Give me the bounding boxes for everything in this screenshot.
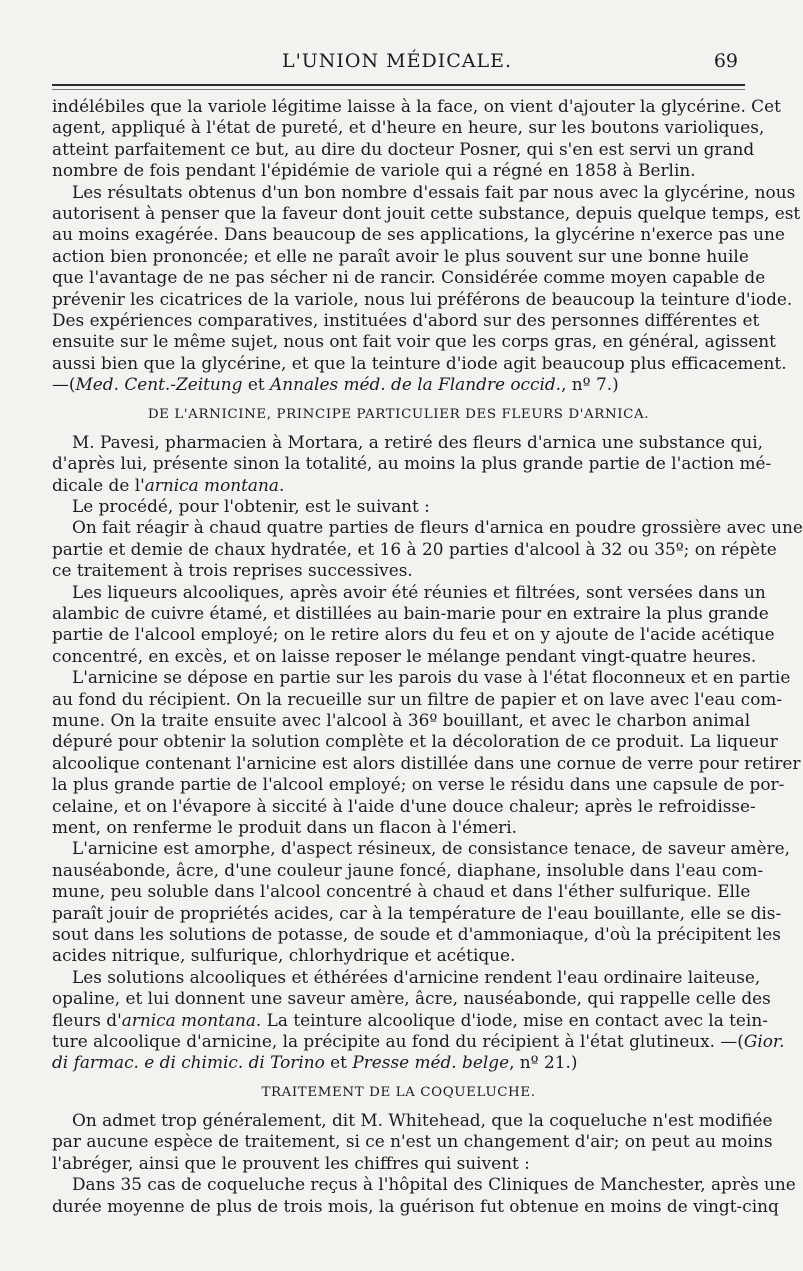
- text-line: acides nitrique, sulfurique, chlorhydrique et acétique.: [52, 945, 516, 966]
- cite-source: Presse méd. belge: [352, 1052, 510, 1073]
- text-line: Le procédé, pour l'obtenir, est le suivant :: [72, 495, 430, 516]
- text-line: On admet trop généralement, dit M. Whitehead, que la coqueluche n'est modifiée: [72, 1109, 773, 1130]
- text-line: ce traitement à trois reprises successives.: [52, 560, 413, 581]
- text-run: dicale de l': [52, 474, 145, 495]
- text-run: ture alcoolique d'arnicine, la précipite au fond du récipient à l'état glutineux. —(: [52, 1031, 744, 1052]
- header-rule-thin: [52, 89, 745, 90]
- text-line: paraît jouir de propriétés acides, car à la température de l'eau bouillante, elle se dis-: [52, 902, 782, 923]
- cite-text: et: [324, 1052, 353, 1073]
- text-line: sout dans les solutions de potasse, de soude et d'ammoniaque, d'où la précipitent les: [52, 924, 781, 945]
- text-line: action bien prononcée; et elle ne paraît avoir le plus souvent sur une bonne huile: [52, 245, 749, 266]
- text-line: celaine, et on l'évapore à siccité à l'aide d'une douce chaleur; après le refroidisse-: [52, 795, 756, 816]
- text-line: partie de l'alcool employé; on le retire alors du feu et on y ajoute de l'acide acétique: [52, 624, 775, 645]
- text-line: Les liqueurs alcooliques, après avoir été réunies et filtrées, sont versées dans un: [72, 581, 766, 602]
- text-line: que l'avantage de ne pas sécher ni de rancir. Considérée comme moyen capable de: [52, 267, 766, 288]
- text-line: Des expériences comparatives, instituées d'abord sur des personnes différentes et: [52, 310, 760, 331]
- italic-term: arnica montana: [121, 1009, 256, 1030]
- text-line: indélébiles que la variole légitime laisse à la face, on vient d'ajouter la glycérine. Cet: [52, 96, 781, 116]
- text-line: Les solutions alcooliques et éthérées d'arnicine rendent l'eau ordinaire laiteuse,: [72, 966, 761, 987]
- text-line: au moins exagérée. Dans beaucoup de ses applications, la glycérine n'exerce pas une: [52, 224, 785, 245]
- text-line: par aucune espèce de traitement, si ce n'est un changement d'air; on peut au moins: [52, 1131, 773, 1152]
- section-heading-arnicine: DE L'ARNICINE, PRINCIPE PARTICULIER DES FLEURS D'ARNICA.: [147, 406, 650, 422]
- text-line: aussi bien que la glycérine, et que la teinture d'iode agit beaucoup plus efficacement.: [52, 352, 787, 373]
- header-rule: [52, 84, 745, 86]
- citation-line: [52, 374, 745, 395]
- text-line: l'abréger, ainsi que le prouvent les chiffres qui suivent :: [52, 1152, 530, 1173]
- text-line: [52, 475, 745, 496]
- cite-source: Annales méd. de la Flandre occid.: [270, 374, 562, 395]
- article-body: [52, 96, 803, 1217]
- text-line: la plus grande partie de l'alcool employé; on verse le résidu dans une capsule de por-: [52, 774, 785, 795]
- text-line: agent, appliqué à l'état de pureté, et d'heure en heure, sur les boutons varioliques,: [52, 117, 765, 138]
- text-line: [52, 1031, 785, 1052]
- cite-source: Gior.: [743, 1031, 785, 1052]
- text-line: alcoolique contenant l'arnicine est alors distillée dans une cornue de verre pour retirer: [52, 752, 801, 773]
- page-number: 69: [713, 50, 738, 72]
- text-line: partie et demie de chaux hydratée, et 16 à 20 parties d'alcool à 32 ou 35º; on répète: [52, 538, 777, 559]
- text-line: ment, on renferme le produit dans un flacon à l'émeri.: [52, 817, 518, 837]
- cite-source: di farmac. e di chimic. di Torino: [52, 1052, 325, 1073]
- text-line: concentré, en excès, et on laisse reposer le mélange pendant vingt-quatre heures.: [52, 645, 757, 666]
- text-line: ensuite sur le même sujet, nous ont fait voir que les corps gras, en général, agissent: [52, 331, 776, 352]
- cite-text: , nº 7.): [561, 374, 619, 395]
- citation-line: [52, 1052, 745, 1073]
- cite-source: Med. Cent.-Zeitung: [75, 374, 243, 395]
- text-line: mune, peu soluble dans l'alcool concentré à chaud et dans l'éther sulfurique. Elle: [52, 881, 751, 902]
- text-line: autorisent à penser que la faveur dont jouit cette substance, depuis quelque temps, est: [52, 203, 801, 224]
- text-line: mune. On la traite ensuite avec l'alcool à 36º bouillant, et avec le charbon animal: [52, 709, 751, 730]
- text-line: opaline, et lui donnent une saveur amère, âcre, nauséabonde, qui rappelle celle des: [52, 988, 771, 1009]
- text-line: dépuré pour obtenir la solution complète et la décoloration de ce produit. La liqueur: [52, 731, 778, 752]
- text-run: . La teinture alcoolique d'iode, mise en contact avec la tein-: [255, 1009, 768, 1030]
- text-run: .: [278, 474, 285, 495]
- cite-text: et: [242, 374, 271, 395]
- text-line: On fait réagir à chaud quatre parties de fleurs d'arnica en poudre grossière avec une: [72, 517, 803, 538]
- text-line: alambic de cuivre étamé, et distillées au bain-marie pour en extraire la plus grande: [52, 602, 769, 623]
- text-line: d'après lui, présente sinon la totalité, au moins la plus grande partie de l'action mé-: [52, 453, 772, 474]
- text-line: Dans 35 cas de coqueluche reçus à l'hôpital des Cliniques de Manchester, après une: [72, 1174, 796, 1195]
- cite-text: —(: [52, 374, 76, 395]
- text-line: [52, 1009, 768, 1031]
- text-run: fleurs d': [52, 1009, 122, 1030]
- cite-text: , nº 21.): [509, 1052, 578, 1073]
- journal-title: L'UNION MÉDICALE.: [281, 50, 513, 72]
- text-line: nombre de fois pendant l'épidémie de variole qui a régné en 1858 à Berlin.: [52, 160, 696, 181]
- text-line: L'arnicine se dépose en partie sur les parois du vase à l'état floconneux et en partie: [72, 667, 791, 688]
- text-line: durée moyenne de plus de trois mois, la guérison fut obtenue en moins de vingt-cinq: [52, 1195, 779, 1216]
- running-header: [52, 48, 742, 78]
- text-line: au fond du récipient. On la recueille sur un filtre de papier et on lave avec l'eau com-: [52, 688, 783, 709]
- text-line: Les résultats obtenus d'un bon nombre d'essais fait par nous avec la glycérine, nous: [72, 181, 796, 202]
- section-heading-coqueluche: TRAITEMENT DE LA COQUELUCHE.: [261, 1084, 536, 1100]
- text-line: L'arnicine est amorphe, d'aspect résineux, de consistance tenace, de saveur amère,: [72, 838, 790, 859]
- text-line: M. Pavesi, pharmacien à Mortara, a retiré des fleurs d'arnica une substance qui,: [72, 431, 763, 452]
- italic-term: arnica montana: [144, 474, 279, 495]
- text-line: prévenir les cicatrices de la variole, nous lui préférons de beaucoup la teinture d'iode.: [52, 288, 793, 309]
- text-line: nauséabonde, âcre, d'une couleur jaune foncé, diaphane, insoluble dans l'eau com-: [52, 859, 764, 880]
- text-line: atteint parfaitement ce but, au dire du docteur Posner, qui s'en est servi un grand: [52, 138, 755, 159]
